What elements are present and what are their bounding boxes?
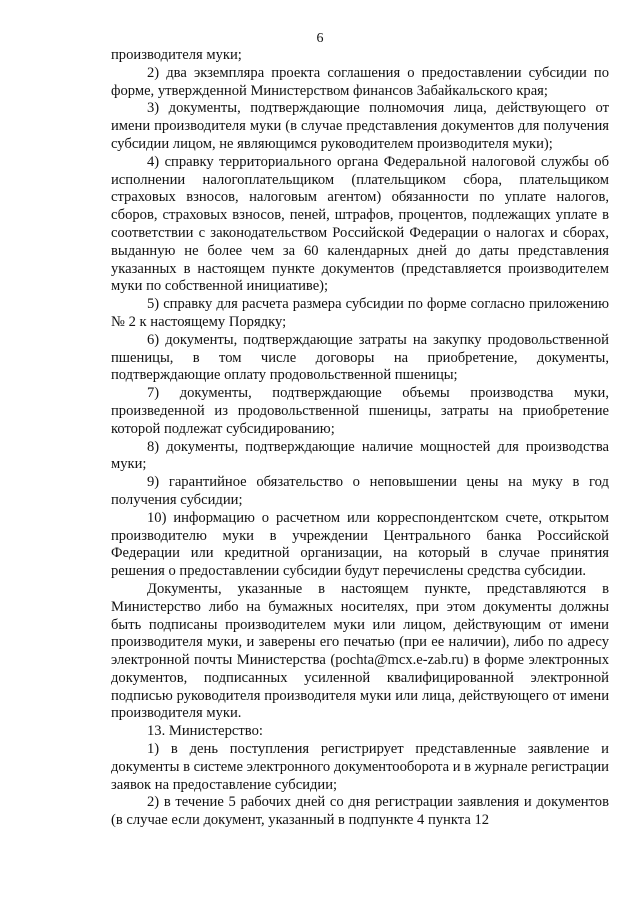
paragraph: 6) документы, подтверждающие затраты на закупку продовольственной пшеницы, в том числе договоры на приобретение, документы, подтверждающие оплату продовольственной пшеницы;	[111, 331, 609, 384]
paragraph: 5) справку для расчета размера субсидии по форме согласно приложению № 2 к настоящему Порядку;	[111, 296, 609, 330]
paragraph: производителя муки;	[111, 47, 242, 63]
paragraph: 9) гарантийное обязательство о неповышении цены на муку в год получения субсидии;	[111, 474, 609, 508]
paragraph: 2) два экземпляра проекта соглашения о предоставлении субсидии по форме, утвержденной Министерством финансов Забайкальского края;	[111, 64, 609, 99]
document-body	[111, 47, 609, 830]
paragraph: 3) документы, подтверждающие полномочия лица, действующего от имени производителя муки (в случае представления документов для получения субсидии лицом, не являющимся руководителем производителя муки);	[111, 100, 609, 152]
paragraph: 2) в течение 5 рабочих дней со дня регистрации заявления и документов (в случае если документ, указанный в подпункте 4 пункта 12	[111, 794, 609, 829]
paragraph: Документы, указанные в настоящем пункте, представляются в Министерство либо на бумажных носителях, при этом документы должны быть подписаны производителем муки или лицом, действующим от имени производителя муки, и заверены его печатью (при ее наличии), либо по адресу электронной почты Министерства (pochta@mcx.e-zab.ru) в форме электронных документов, подписанных усиленной квалифицированной электронной подписью руководителя производителя муки или лица, действующего от имени производителя муки.	[111, 580, 609, 722]
paragraph: 1) в день поступления регистрирует представленные заявление и документы в системе электронного документооборота и в журнале регистрации заявок на предоставление субсидии;	[111, 741, 609, 793]
paragraph: 8) документы, подтверждающие наличие мощностей для производства муки;	[111, 438, 609, 473]
paragraph: 4) справку территориального органа Федеральной налоговой службы об исполнении налогоплательщиком (плательщиком сбора, плательщиком страховых взносов, налоговым агентом) обязанности по уплате налогов, сборов, страховых взносов, пеней, штрафов, процентов, подлежащих уплате в соответствии с законодательством Российской Федерации о налогах и сборах, выданную не более чем за 60 календарных дней до даты представления указанных в настоящем пункте документов (представляется производителем муки по собственной инициативе);	[111, 153, 609, 295]
page-number: 6	[316, 31, 324, 46]
paragraph: 10) информацию о расчетном или корреспондентском счете, открытом производителю муки в учреждении Центрального банка Российской Федерации или кредитной организации, на который в случае принятия решения о предоставлении субсидии будут перечислены средства субсидии.	[111, 509, 609, 580]
paragraph: 7) документы, подтверждающие объемы производства муки, произведенной из продовольственной пшеницы, затраты на приобретение которой подлежат субсидированию;	[111, 385, 609, 437]
paragraph: 13. Министерство:	[147, 723, 263, 740]
